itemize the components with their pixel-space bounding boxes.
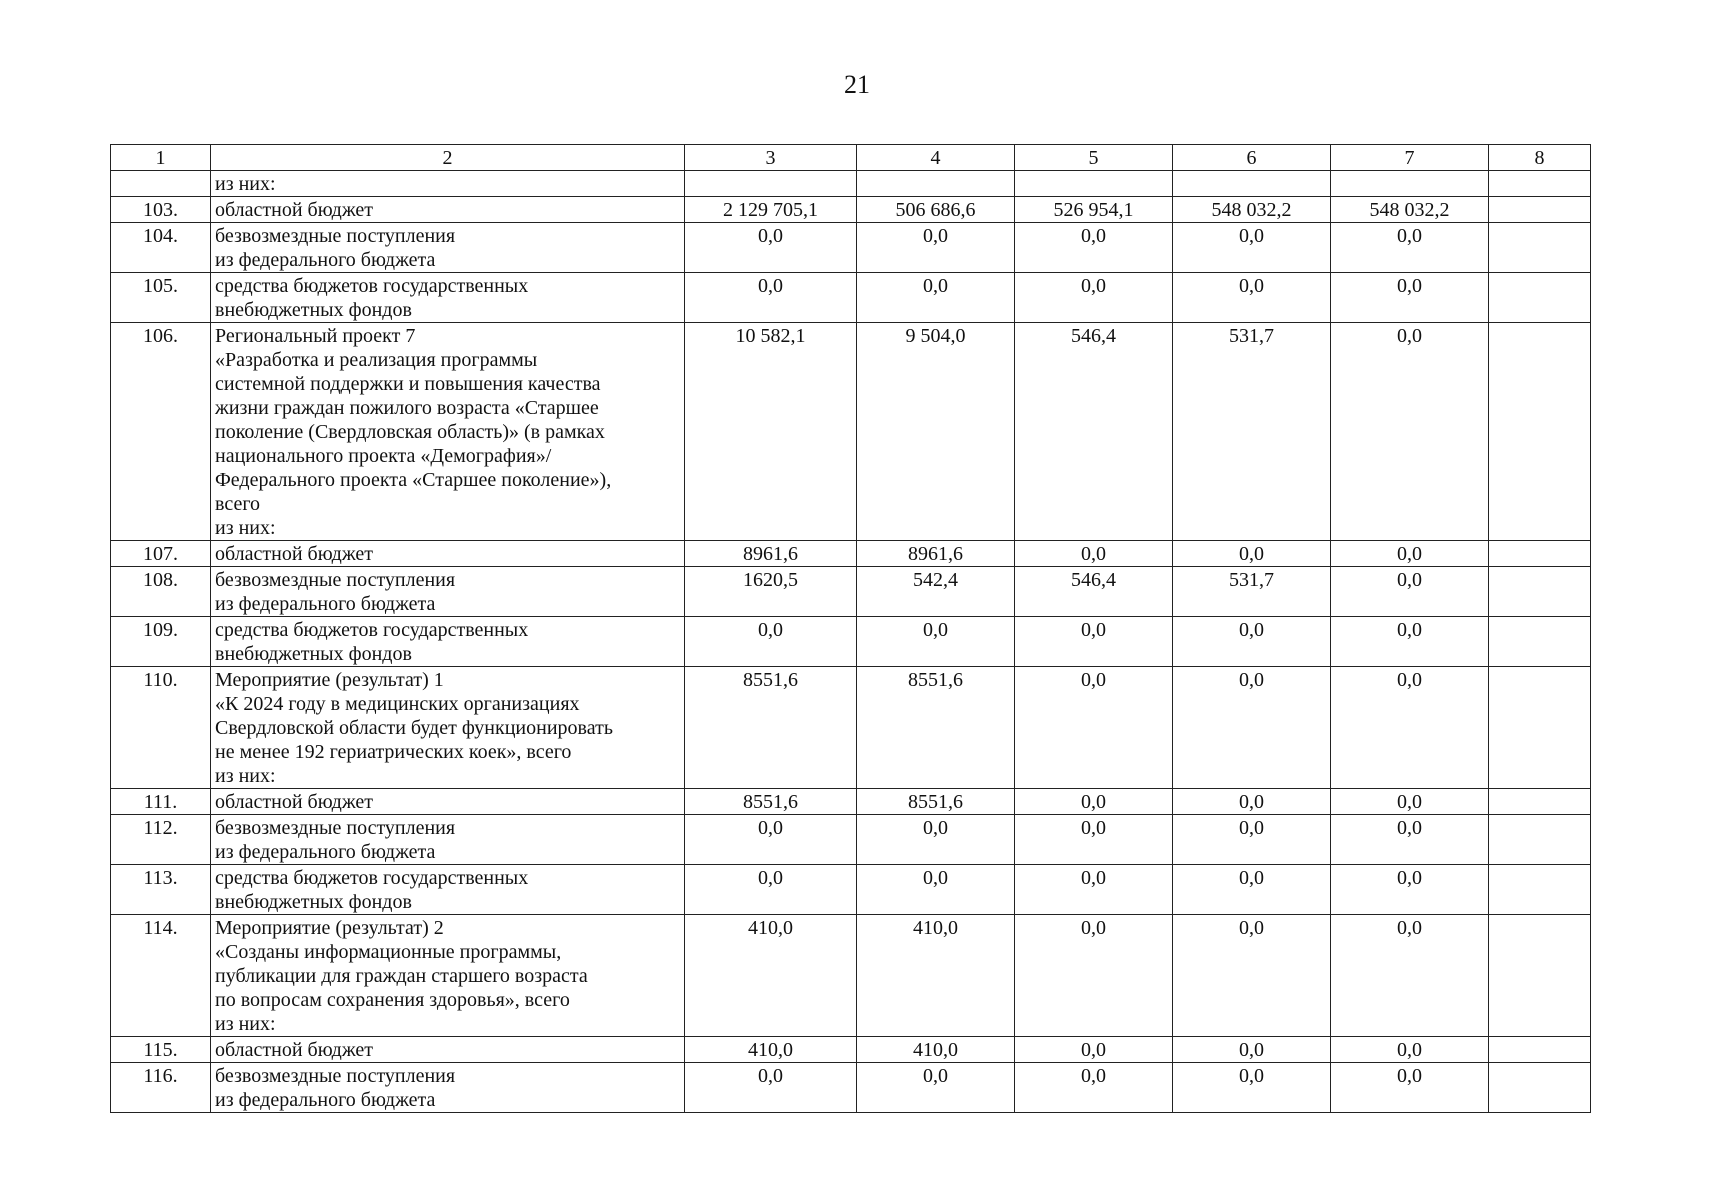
value-cell-6: 0,0 — [1173, 1063, 1331, 1113]
table-row — [111, 567, 1591, 617]
description-cell: Мероприятие (результат) 1 «К 2024 году в медицинских организациях Свердловской области будет функционировать не менее 192 гериатрических коек», всего из них: — [211, 667, 685, 789]
description-cell: безвозмездные поступления из федерального бюджета — [211, 567, 685, 617]
value-cell-7: 0,0 — [1331, 667, 1489, 789]
value-cell-6: 548 032,2 — [1173, 197, 1331, 223]
header-cell-5: 5 — [1015, 145, 1173, 171]
description-cell: Региональный проект 7 «Разработка и реализация программы системной поддержки и повышения качества жизни граждан пожилого возраста «Старшее поколение (Свердловская область)» (в рамках национального проекта «Демография»/ Федерального проекта «Старшее поколение»), всего из них: — [211, 323, 685, 541]
value-cell-7: 0,0 — [1331, 567, 1489, 617]
row-number-cell: 112. — [111, 815, 211, 865]
value-cell-4: 0,0 — [857, 273, 1015, 323]
header-cell-6: 6 — [1173, 145, 1331, 171]
value-cell-5: 0,0 — [1015, 789, 1173, 815]
table-row — [111, 273, 1591, 323]
value-cell-3: 410,0 — [685, 915, 857, 1037]
value-cell-3: 1620,5 — [685, 567, 857, 617]
table-row — [111, 865, 1591, 915]
header-cell-8: 8 — [1489, 145, 1591, 171]
value-cell-3: 0,0 — [685, 865, 857, 915]
value-cell-6: 0,0 — [1173, 915, 1331, 1037]
value-cell-6: 0,0 — [1173, 617, 1331, 667]
value-cell-6: 531,7 — [1173, 567, 1331, 617]
value-cell-6: 0,0 — [1173, 667, 1331, 789]
row-number-cell: 113. — [111, 865, 211, 915]
value-cell-8 — [1489, 915, 1591, 1037]
row-number-cell — [111, 171, 211, 197]
value-cell-5: 0,0 — [1015, 915, 1173, 1037]
value-cell-8 — [1489, 567, 1591, 617]
value-cell-5: 0,0 — [1015, 1063, 1173, 1113]
value-cell-5: 546,4 — [1015, 567, 1173, 617]
value-cell-6: 531,7 — [1173, 323, 1331, 541]
value-cell-4: 410,0 — [857, 915, 1015, 1037]
row-number-cell: 110. — [111, 667, 211, 789]
value-cell-6: 0,0 — [1173, 541, 1331, 567]
value-cell-7: 0,0 — [1331, 617, 1489, 667]
value-cell-5: 0,0 — [1015, 617, 1173, 667]
value-cell-7: 0,0 — [1331, 815, 1489, 865]
value-cell-4: 9 504,0 — [857, 323, 1015, 541]
budget-table — [110, 144, 1591, 1113]
description-cell: безвозмездные поступления из федерального бюджета — [211, 1063, 685, 1113]
value-cell-5: 0,0 — [1015, 223, 1173, 273]
value-cell-3: 0,0 — [685, 1063, 857, 1113]
value-cell-8 — [1489, 815, 1591, 865]
row-number-cell: 104. — [111, 223, 211, 273]
description-cell: средства бюджетов государственных внебюджетных фондов — [211, 617, 685, 667]
value-cell-4: 0,0 — [857, 865, 1015, 915]
value-cell-7: 0,0 — [1331, 323, 1489, 541]
page-number: 21 — [844, 70, 870, 99]
header-cell-3: 3 — [685, 145, 857, 171]
value-cell-8 — [1489, 541, 1591, 567]
header-cell-4: 4 — [857, 145, 1015, 171]
row-number-cell: 116. — [111, 1063, 211, 1113]
value-cell-8 — [1489, 1063, 1591, 1113]
header-cell-1: 1 — [111, 145, 211, 171]
table-row — [111, 323, 1591, 541]
table-row — [111, 667, 1591, 789]
row-number-cell: 107. — [111, 541, 211, 567]
value-cell-7: 0,0 — [1331, 915, 1489, 1037]
value-cell-8 — [1489, 865, 1591, 915]
value-cell-3: 10 582,1 — [685, 323, 857, 541]
value-cell-4: 0,0 — [857, 1063, 1015, 1113]
value-cell-8 — [1489, 323, 1591, 541]
value-cell-6: 0,0 — [1173, 223, 1331, 273]
table-row — [111, 617, 1591, 667]
value-cell-5: 546,4 — [1015, 323, 1173, 541]
value-cell-6 — [1173, 171, 1331, 197]
row-number-cell: 114. — [111, 915, 211, 1037]
row-number-cell: 106. — [111, 323, 211, 541]
value-cell-4: 542,4 — [857, 567, 1015, 617]
value-cell-3: 410,0 — [685, 1037, 857, 1063]
value-cell-4: 0,0 — [857, 223, 1015, 273]
row-number-cell: 103. — [111, 197, 211, 223]
value-cell-4: 8961,6 — [857, 541, 1015, 567]
header-cell-7: 7 — [1331, 145, 1489, 171]
row-number-cell: 115. — [111, 1037, 211, 1063]
value-cell-3 — [685, 171, 857, 197]
table-body — [111, 145, 1591, 1113]
description-cell: Мероприятие (результат) 2 «Созданы информационные программы, публикации для граждан старшего возраста по вопросам сохранения здоровья», всего из них: — [211, 915, 685, 1037]
value-cell-7: 0,0 — [1331, 865, 1489, 915]
row-number-cell: 105. — [111, 273, 211, 323]
row-number-cell: 108. — [111, 567, 211, 617]
table-row — [111, 915, 1591, 1037]
description-cell: из них: — [211, 171, 685, 197]
table-row — [111, 171, 1591, 197]
table-row — [111, 541, 1591, 567]
value-cell-3: 2 129 705,1 — [685, 197, 857, 223]
description-cell: средства бюджетов государственных внебюджетных фондов — [211, 865, 685, 915]
header-cell-2: 2 — [211, 145, 685, 171]
description-cell: безвозмездные поступления из федерального бюджета — [211, 815, 685, 865]
value-cell-7: 0,0 — [1331, 789, 1489, 815]
value-cell-7: 0,0 — [1331, 273, 1489, 323]
value-cell-3: 0,0 — [685, 223, 857, 273]
value-cell-7: 0,0 — [1331, 1063, 1489, 1113]
value-cell-7: 0,0 — [1331, 541, 1489, 567]
description-cell: областной бюджет — [211, 197, 685, 223]
table-row — [111, 789, 1591, 815]
table-row — [111, 1063, 1591, 1113]
value-cell-3: 8551,6 — [685, 667, 857, 789]
description-cell: областной бюджет — [211, 541, 685, 567]
value-cell-4: 506 686,6 — [857, 197, 1015, 223]
value-cell-3: 0,0 — [685, 617, 857, 667]
value-cell-8 — [1489, 171, 1591, 197]
value-cell-3: 8961,6 — [685, 541, 857, 567]
value-cell-7: 548 032,2 — [1331, 197, 1489, 223]
row-number-cell: 109. — [111, 617, 211, 667]
value-cell-6: 0,0 — [1173, 789, 1331, 815]
table-row — [111, 1037, 1591, 1063]
row-number-cell: 111. — [111, 789, 211, 815]
value-cell-7: 0,0 — [1331, 223, 1489, 273]
value-cell-8 — [1489, 197, 1591, 223]
value-cell-6: 0,0 — [1173, 865, 1331, 915]
value-cell-8 — [1489, 667, 1591, 789]
value-cell-5: 0,0 — [1015, 1037, 1173, 1063]
value-cell-6: 0,0 — [1173, 1037, 1331, 1063]
value-cell-8 — [1489, 273, 1591, 323]
value-cell-4: 0,0 — [857, 815, 1015, 865]
value-cell-8 — [1489, 223, 1591, 273]
value-cell-4: 0,0 — [857, 617, 1015, 667]
value-cell-5: 0,0 — [1015, 273, 1173, 323]
description-cell: областной бюджет — [211, 789, 685, 815]
value-cell-8 — [1489, 1037, 1591, 1063]
value-cell-3: 0,0 — [685, 273, 857, 323]
table-row — [111, 197, 1591, 223]
value-cell-7 — [1331, 171, 1489, 197]
description-cell: безвозмездные поступления из федерального бюджета — [211, 223, 685, 273]
value-cell-3: 0,0 — [685, 815, 857, 865]
description-cell: областной бюджет — [211, 1037, 685, 1063]
value-cell-4 — [857, 171, 1015, 197]
table-row — [111, 223, 1591, 273]
value-cell-5: 0,0 — [1015, 541, 1173, 567]
value-cell-8 — [1489, 789, 1591, 815]
value-cell-5 — [1015, 171, 1173, 197]
description-cell: средства бюджетов государственных внебюджетных фондов — [211, 273, 685, 323]
value-cell-7: 0,0 — [1331, 1037, 1489, 1063]
value-cell-4: 410,0 — [857, 1037, 1015, 1063]
value-cell-5: 526 954,1 — [1015, 197, 1173, 223]
value-cell-3: 8551,6 — [685, 789, 857, 815]
value-cell-6: 0,0 — [1173, 815, 1331, 865]
value-cell-4: 8551,6 — [857, 667, 1015, 789]
table-row — [111, 815, 1591, 865]
value-cell-4: 8551,6 — [857, 789, 1015, 815]
value-cell-6: 0,0 — [1173, 273, 1331, 323]
value-cell-5: 0,0 — [1015, 667, 1173, 789]
value-cell-8 — [1489, 617, 1591, 667]
value-cell-5: 0,0 — [1015, 815, 1173, 865]
table-header-row — [111, 145, 1591, 171]
value-cell-5: 0,0 — [1015, 865, 1173, 915]
